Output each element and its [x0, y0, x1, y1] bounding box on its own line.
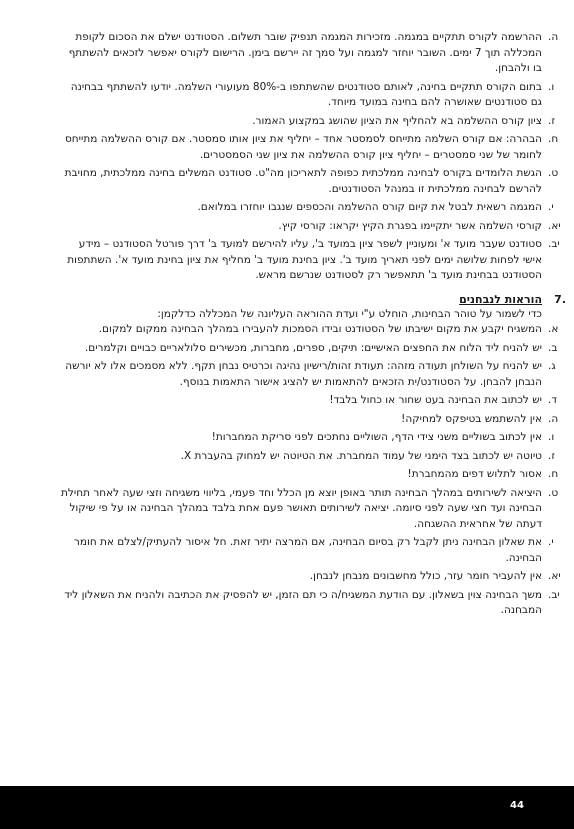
list-item-marker: י. — [548, 536, 554, 548]
section-intro: כדי לשמור על טוהר הבחינות, הוחלט ע"י ועדת ההוראה העליונה של המכללה כדלקמן: — [157, 307, 542, 320]
list-item-text: יש לכתוב את הבחינה בעט שחור או כחול בלבד! — [329, 394, 542, 406]
list-item — [60, 341, 558, 357]
list-item-marker: ו. — [548, 431, 555, 443]
list-item — [60, 359, 556, 390]
list-item — [60, 467, 559, 483]
list-item-text: אין לכתוב בשוליים משני צידי הדף, השוליים נחתכים לפני סריקת המחברות! — [211, 431, 542, 443]
list-item — [60, 430, 555, 446]
list-item — [60, 588, 560, 619]
page-footer-bar — [0, 786, 574, 829]
list-item-text: אסור לתלוש דפים מהמחברת! — [407, 468, 542, 480]
list-item — [60, 393, 558, 409]
list-item-text: יש להניח על השולחן תעודה מזהה: תעודת זהות/רישיון נהיגה וכרטיס נבחן תקף. ללא מסמכים אלו לא יורשה הנבחן להבחן. על הסטודנט/ית הזכאים להתאמות יש להציג אישור התאמות בנוסף. — [65, 360, 542, 388]
list-item-text: אין להעביר חומר עזר, כולל מחשבונים מנבחן לנבחן. — [309, 570, 542, 582]
list-item-marker: א. — [548, 323, 559, 335]
list-item-text: את שאלון הבחינה ניתן לקבל רק בסיום הבחינה, אם המרצה יתיר זאת. חל איסור להעתיק/לצלם את חומר הבחינה. — [73, 536, 542, 564]
list-item-text: טיוטה יש לכתוב בצד הימני של עמוד המחברת. את הטיוטה יש למחוק בהעברת X. — [180, 449, 542, 462]
list-item-marker: יב. — [548, 588, 560, 601]
list-item-text: אין להשתמש בטיפקס למחיקה! — [401, 412, 542, 425]
list-item-marker: ט. — [548, 486, 559, 499]
list-item-marker: ה. — [548, 412, 559, 425]
page-number: 44 — [510, 800, 524, 811]
list-item — [60, 132, 559, 163]
list-item-marker: ג. — [548, 360, 556, 372]
list-item-text: משך הבחינה צוין בשאלון. עם הודעת המשגיח/ה כי תם הזמן, יש להפסיק את הכתיבה ולהניח את השאלון ליד המבחנה. — [64, 588, 542, 616]
section-number: .7 — [554, 292, 566, 306]
list-item-marker: ח. — [548, 468, 559, 480]
list-item-marker: ד. — [548, 394, 558, 406]
list-item — [60, 114, 555, 130]
list-item-text: בתום הקורס תתקיים בחינה, לאותם סטודנטים שהשתתפו ב-80% מעועורי השלמה. יודעו להשתתף בבחינה גם סטודנטים שאושרה להם בחינה במועד מיוחד. — [70, 80, 542, 108]
list-item-text: הבהרה: אם קורס השלמה מתייחס לסמסטר אחד – יחליף את ציון אותו סמסטר. אם קורס ההשלמה מתייחס לחומר של שני סמסטרים – יחליף ציון קורס ההשלמה את ציון שני הסמסטרים. — [64, 133, 542, 161]
list-item-marker: יב. — [548, 238, 560, 250]
list-item-text: ההרשמה לקורס תתקיים במגמה. מזכירות המגמה תנפיק שובר תשלום. הסטודנט ישלם את הסכום לקופת המכללה תוך 7 ימים. השובר יוחזר למגמה ועל סמך זה יירשם בימן. הרישום לקורס יאפשר לזכאים להשתתף בו ולהבחן. — [68, 31, 542, 74]
list-item-text: המגמה רשאית לבטל את קיום קורס ההשלמה והכספים שנגבו יוחזרו במלואם. — [197, 201, 542, 213]
list-item — [60, 535, 554, 566]
list-item — [60, 322, 559, 338]
list-enrollment-rules — [60, 30, 561, 284]
list-item — [60, 237, 560, 284]
list-item — [60, 200, 554, 216]
list-exam-instructions — [60, 322, 561, 619]
list-item-marker: ה. — [548, 31, 559, 43]
list-item-text: הגשת הלומדים בקורס לבחינה ממלכתית כפופה לתאריכון מה"ט. סטודנט המשלים בחינה ממלכתית, מחויבת להרשם לבחינה ממלכתית זו במנהל הסטודנטים. — [64, 167, 542, 195]
list-item — [60, 449, 555, 465]
list-item — [60, 219, 561, 235]
list-item-marker: יא. — [548, 570, 561, 582]
list-item-marker: ט. — [548, 167, 559, 179]
list-item-text: קורסי השלמה אשר יתקיימו בפגרת הקיץ יקראו: קורסי קיץ. — [278, 219, 542, 232]
list-item-marker: ו. — [548, 80, 555, 93]
list-item-marker: ח. — [548, 133, 559, 145]
list-item — [60, 569, 561, 585]
document-body — [60, 30, 566, 622]
list-item-text: סטודנט שעבר מועד א' ומעוניין לשפר ציון במועד ב', עליו להירשם למועד ב' דרך פורטל הסטודנט – מידע אישי לפחות שלושה ימים לפני תאריך מועד ב'. ציון בחינת מועד ב' מחליף את ציון בחינת מועד א'. השתתפות הסטודנט בבחינת מועד ב' תתאפשר רק לסטודנט שנרשם מראש. — [67, 238, 542, 281]
list-item — [60, 30, 559, 77]
list-item — [60, 486, 559, 533]
section-heading — [60, 292, 566, 307]
list-item-marker: ב. — [548, 341, 558, 354]
section-title: הוראות לנבחנים — [459, 292, 542, 306]
list-item-marker: י. — [548, 201, 554, 213]
list-item-text: היציאה לשירותים במהלך הבחינה תותר באופן יוצא מן הכלל וחד פעמי, בליווי משגיחה וזצי שעה לאחר תחילת הבחינה ועד חצי שעה לפני סיומה. יציאה לשירותים תאושר פעם אחת בלבד במהלך הבחינה או על פי שיקול דעתה של אחראית ההשגחה. — [61, 486, 542, 530]
list-item — [60, 80, 555, 111]
list-item-marker: יא. — [548, 219, 561, 232]
list-item-marker: ז. — [548, 114, 555, 127]
list-item-marker: ז. — [548, 449, 555, 462]
list-item-text: יש להניח ליד הלוח את החפצים האישיים: תיקים, ספרים, מחברות, מכשירים סלולאריים כבויים וקלמרים. — [84, 341, 542, 354]
list-item — [60, 412, 559, 428]
list-item-text: ציון קורס ההשלמה בא להחליף את הציון שהושג במקצוע האמור. — [252, 114, 542, 127]
list-item — [60, 166, 559, 197]
list-item-text: המשגיח יקבע את מקום ישיבתו של הסטודנט ובידו הסמכות להעבירו במהלך הבחינה ממקום למקום. — [98, 323, 542, 335]
